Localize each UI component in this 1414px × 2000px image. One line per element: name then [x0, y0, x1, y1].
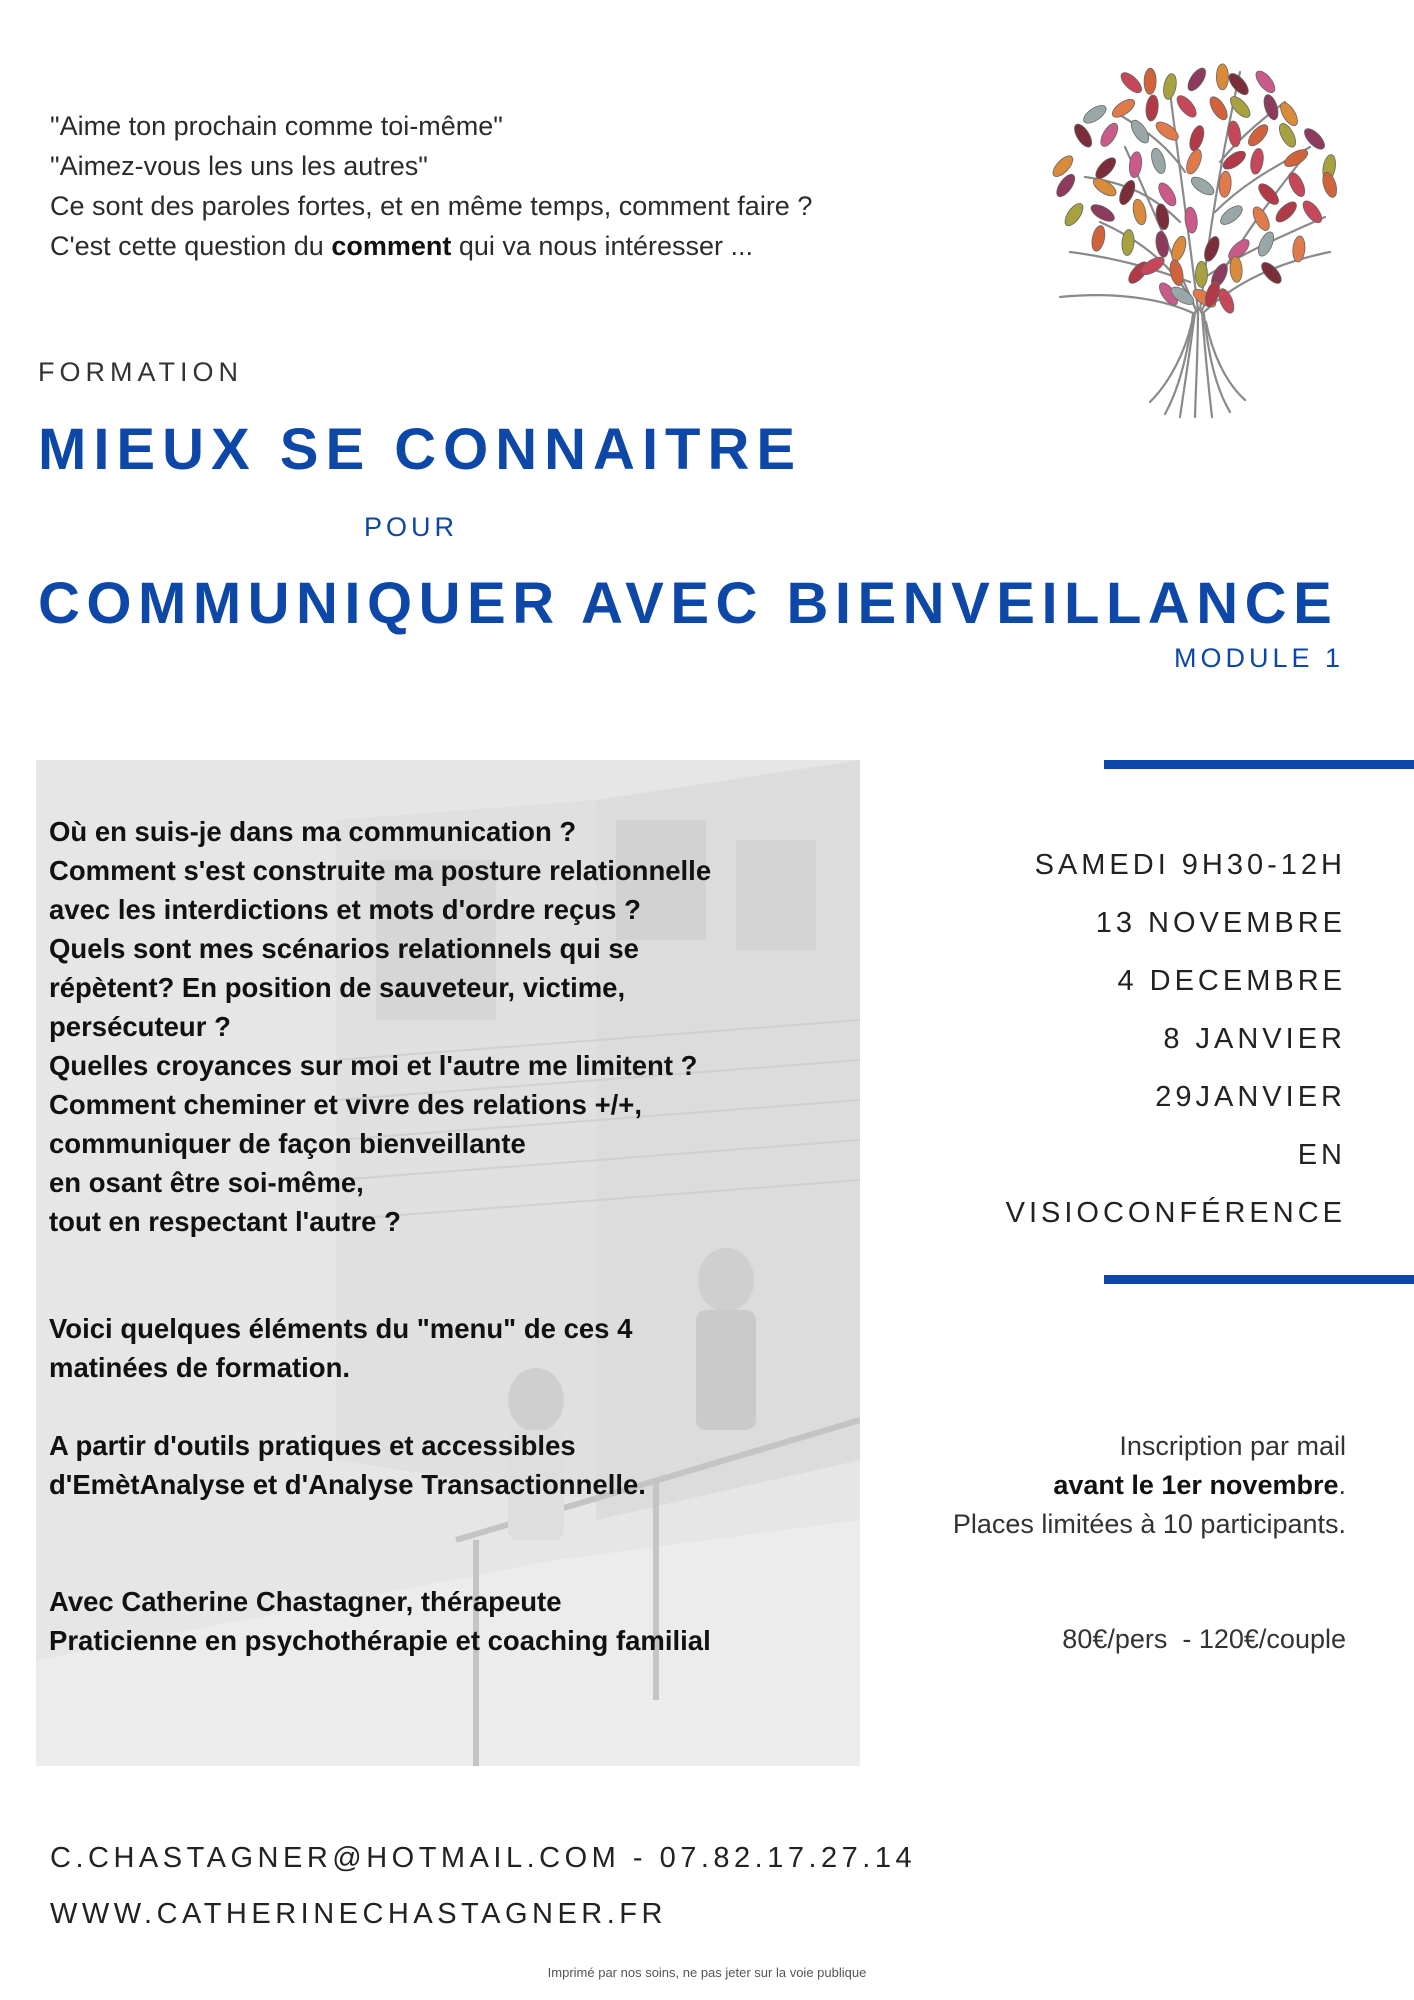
- leaf: [1088, 201, 1117, 224]
- question-line: communiquer de façon bienveillante: [49, 1128, 526, 1159]
- price: 80€/pers - 120€/couple: [1062, 1624, 1346, 1654]
- leaf: [1131, 198, 1148, 226]
- title-line-2: COMMUNIQUER AVEC BIENVEILLANCE: [38, 571, 1339, 636]
- schedule: [1006, 836, 1346, 1242]
- leaf: [1227, 120, 1242, 147]
- leaf: [1091, 175, 1119, 199]
- title-line-1: MIEUX SE CONNAITRE: [38, 417, 803, 482]
- contact-block: [50, 1830, 916, 1942]
- question-line: Quels sont mes scénarios relationnels qui se: [49, 933, 639, 964]
- leaf: [1245, 122, 1271, 149]
- tools-line-1: A partir d'outils pratiques et accessibles: [49, 1430, 576, 1461]
- leaf: [1097, 121, 1121, 149]
- registration-places: Places limitées à 10 participants.: [952, 1509, 1346, 1539]
- tree-icon: [1030, 52, 1360, 422]
- module-label: MODULE 1: [1173, 643, 1344, 673]
- footer-note: Imprimé par nos soins, ne pas jeter sur la voie publique: [547, 1965, 867, 1980]
- panel-text: [49, 812, 849, 1660]
- leaf: [1144, 68, 1156, 94]
- formation-label: FORMATION: [38, 357, 243, 387]
- schedule-date: 8 JANVIER: [1163, 1023, 1346, 1055]
- intro-line-4-after: qui va nous intéresser ...: [451, 231, 754, 261]
- registration-line: Inscription par mail: [1119, 1431, 1346, 1461]
- contact-website[interactable]: WWW.CATHERINECHASTAGNER.FR: [50, 1898, 667, 1930]
- question-line: Quelles croyances sur moi et l'autre me limitent ?: [49, 1050, 698, 1081]
- schedule-date: 4 DECEMBRE: [1117, 965, 1346, 997]
- intro-line-1: "Aime ton prochain comme toi-même": [50, 111, 503, 141]
- leaf: [1174, 93, 1200, 121]
- leaf: [1145, 94, 1160, 121]
- leaf: [1188, 174, 1216, 198]
- leaf: [1128, 117, 1152, 145]
- leaf: [1169, 235, 1189, 263]
- leaf: [1162, 73, 1179, 101]
- trainer-line-2: Praticienne en psychothérapie et coaching familial: [49, 1625, 711, 1656]
- leaf: [1168, 259, 1186, 287]
- leaf: [1128, 151, 1143, 178]
- leaf: [1229, 256, 1243, 283]
- leaf: [1250, 204, 1273, 233]
- leaf: [1202, 235, 1223, 264]
- question-line: avec les interdictions et mots d'ordre reçus ?: [49, 894, 641, 925]
- registration-deadline-suffix: .: [1338, 1470, 1346, 1500]
- schedule-mode: VISIOCONFÉRENCE: [1005, 1197, 1346, 1229]
- question-line: Comment cheminer et vivre des relations +/+,: [49, 1089, 643, 1120]
- question-line: répètent? En position de sauveteur, victime,: [49, 972, 626, 1003]
- menu-line-2: matinées de formation.: [49, 1352, 351, 1383]
- intro-line-4-before: C'est cette question du: [50, 231, 332, 261]
- registration-deadline-line: [953, 1466, 1346, 1505]
- leaf: [1185, 65, 1209, 93]
- question-line: Comment s'est construite ma posture relationnelle: [49, 855, 712, 886]
- leaf: [1255, 230, 1277, 259]
- question-line: Où en suis-je dans ma communication ?: [49, 816, 577, 847]
- leaf: [1301, 125, 1328, 152]
- schedule-date: 29JANVIER: [1155, 1081, 1346, 1113]
- leaf: [1090, 224, 1107, 252]
- top-divider: [1104, 760, 1414, 769]
- leaf: [1149, 147, 1168, 175]
- intro-emphasis: comment: [331, 231, 452, 261]
- leaf: [1184, 207, 1199, 234]
- leaf: [1253, 68, 1279, 96]
- intro-quote: [50, 106, 812, 266]
- question-line: tout en respectant l'autre ?: [49, 1206, 401, 1237]
- question-line: persécuteur ?: [49, 1011, 231, 1042]
- bottom-divider: [1104, 1275, 1414, 1284]
- leaf: [1092, 155, 1119, 182]
- registration-deadline: avant le 1er novembre: [1053, 1470, 1339, 1500]
- intro-line-3: Ce sont des paroles fortes, et en même temps, comment faire ?: [50, 191, 813, 221]
- trainer-line-1: Avec Catherine Chastagner, thérapeute: [49, 1586, 562, 1617]
- leaf: [1062, 201, 1087, 229]
- menu-line-1: Voici quelques éléments du "menu" de ces 4: [49, 1313, 633, 1344]
- photo-panel: [36, 760, 860, 1766]
- question-line: en osant être soi-même,: [49, 1167, 364, 1198]
- leaf: [1207, 94, 1231, 122]
- schedule-mode: EN: [1297, 1139, 1346, 1171]
- leaf: [1071, 121, 1095, 149]
- leaf: [1187, 124, 1206, 152]
- title-connector: POUR: [364, 512, 459, 542]
- leaf: [1154, 203, 1170, 231]
- leaf: [1081, 102, 1109, 126]
- intro-line-2: "Aimez-vous les uns les autres": [50, 151, 428, 181]
- schedule-day: SAMEDI 9H30-12H: [1034, 849, 1346, 881]
- registration-info: [953, 1427, 1346, 1544]
- leaf: [1154, 231, 1170, 259]
- intro-line-4: [50, 226, 812, 266]
- leaf: [1196, 261, 1208, 287]
- schedule-date: 13 NOVEMBRE: [1095, 907, 1346, 939]
- contact-email-phone[interactable]: C.CHASTAGNER@HOTMAIL.COM - 07.82.17.27.14: [50, 1842, 917, 1874]
- leaf: [1118, 69, 1145, 96]
- leaf: [1216, 64, 1228, 90]
- tools-line-2: d'EmètAnalyse et d'Analyse Transactionnelle.: [49, 1469, 646, 1500]
- leaf: [1184, 147, 1205, 176]
- leaf: [1249, 147, 1265, 175]
